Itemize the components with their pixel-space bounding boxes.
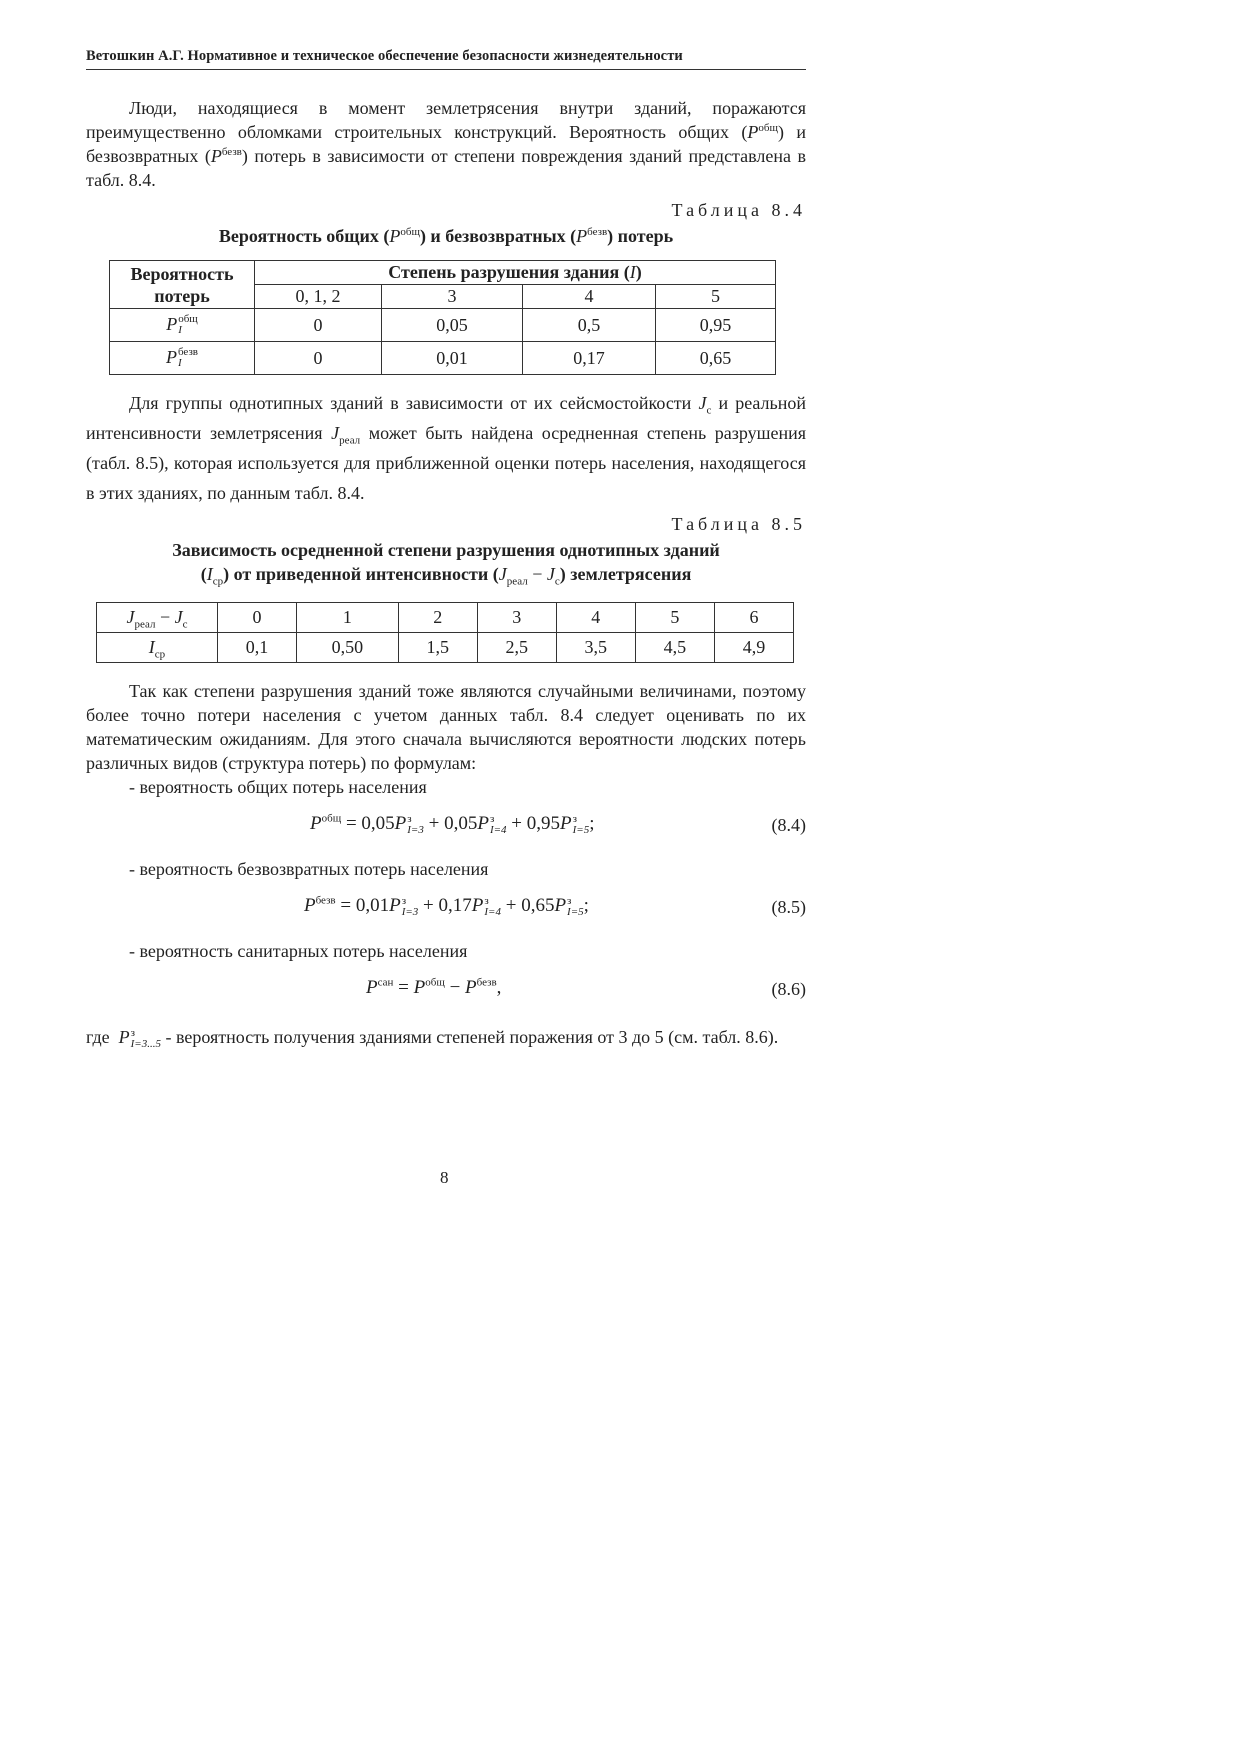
running-header: Ветошкин А.Г. Нормативное и техническое обеспечение безопасности жизнедеятельности — [86, 48, 806, 70]
table-cell: 0 — [218, 603, 297, 633]
table-8-5 — [96, 602, 794, 663]
table-cell: 0,01 — [382, 342, 523, 375]
formula-8-5: $P^{безв} = 0,01P$ з I=3 + 0,17P з I=4 + 0,65P з I=5 ; (8.5) — [304, 894, 806, 918]
table-8-4-col: 0, 1, 2 — [255, 285, 382, 309]
bullet-irreversible-losses: - вероятность безвозвратных потерь населения — [129, 859, 489, 879]
table-cell: 0,65 — [656, 342, 776, 375]
table-cell: 0,50 — [297, 633, 399, 663]
table-cell: 3,5 — [556, 633, 635, 663]
page-number: 8 — [440, 1168, 449, 1187]
table-8-4-col: 5 — [656, 285, 776, 309]
paragraph-intro: Люди, находящиеся в момент землетрясения внутри зданий, поражаются преимущественно обломками строительных конструкций. Вероятность общих $(P^{общ})$ и безвозвратных $(P^{безв})$ потерь в зависимости от степени повреждения зданий представлена в табл. 8.4. — [86, 98, 806, 190]
row-label-p-obsh: P общ I — [110, 309, 255, 342]
paragraph-group-buildings: Для группы однотипных зданий в зависимости от их сейсмостойкости $J_с$ и реальной интенсивности землетрясения $J_{реал}$ может быть найдена осредненная степень разрушения (табл. 8.5), которая используется для приближенной оценки потерь населения, находящегося в этих зданиях, по данным табл. 8.4. — [86, 393, 807, 503]
table-cell: 2 — [398, 603, 477, 633]
table-cell: 4,5 — [635, 633, 714, 663]
table-cell: 6 — [714, 603, 793, 633]
bullet-general-losses: - вероятность общих потерь населения — [129, 777, 427, 797]
formula-8-4-number: (8.4) — [771, 815, 806, 835]
table-cell: 0 — [255, 309, 382, 342]
table-cell: 0,05 — [382, 309, 523, 342]
table-cell: 0 — [255, 342, 382, 375]
table-8-4-head-probability: Вероятность потерь — [110, 261, 255, 309]
table-cell: 3 — [477, 603, 556, 633]
formula-8-5-number: (8.5) — [771, 897, 806, 917]
table-cell: 2,5 — [477, 633, 556, 663]
table-8-4-col: 4 — [523, 285, 656, 309]
table-cell: 1 — [297, 603, 399, 633]
row-label-j-diff: $J_{реал} - J_с$ — [97, 603, 218, 633]
paragraph-where: где P з I=3...5 - вероятность получения зданиями степеней поражения от 3 до 5 (см. табл. 8.6). — [86, 1026, 779, 1050]
table-cell: 0,17 — [523, 342, 656, 375]
formula-8-6: $P^{сан} = P^{общ} - P^{безв}$, (8.6) — [366, 976, 806, 999]
table-row — [110, 309, 776, 342]
table-cell: 1,5 — [398, 633, 477, 663]
table-8-4-label: Таблица 8.4 — [671, 200, 806, 220]
formula-8-6-number: (8.6) — [771, 979, 806, 999]
table-cell: 0,5 — [523, 309, 656, 342]
paragraph-random-values: Так как степени разрушения зданий тоже являются случайными величинами, поэтому более точно потери населения с учетом данных табл. 8.4 следует оценивать по их математическим ожиданиям. Для этого сначала вычисляются вероятности людских потерь различных видов (структура потерь) по формулам: — [86, 681, 806, 773]
table-cell: 4 — [556, 603, 635, 633]
table-8-5-label: Таблица 8.5 — [671, 514, 806, 534]
formula-8-4: $P^{общ} = 0,05P$ з I=3 + 0,05P з I=4 + 0,95P з I=5 ; (8.4) — [310, 812, 806, 836]
document-page — [86, 48, 806, 1051]
row-label-p-bezv: P безв I — [110, 342, 255, 375]
row-label-i-cp: $I_{ср}$ — [97, 633, 218, 663]
table-cell: 0,1 — [218, 633, 297, 663]
table-cell: 5 — [635, 603, 714, 633]
table-8-4-col: 3 — [382, 285, 523, 309]
bullet-sanitary-losses: - вероятность санитарных потерь населения — [129, 941, 468, 961]
table-row — [110, 342, 776, 375]
table-8-4 — [109, 260, 776, 375]
table-8-4-head-degree: Степень разрушения здания (I) — [255, 261, 776, 285]
table-row — [97, 633, 794, 663]
table-8-4-title: Вероятность общих $(P^{общ})$ и безвозвратных $(P^{безв})$ потерь — [218, 226, 674, 246]
table-row — [97, 603, 794, 633]
table-8-5-title: Зависимость осредненной степени разрушения однотипных зданий $(I_{ср})$ от приведенной интенсивности $(J_{реал} - J_с)$ землетрясения — [172, 540, 720, 588]
table-cell: 4,9 — [714, 633, 793, 663]
table-cell: 0,95 — [656, 309, 776, 342]
